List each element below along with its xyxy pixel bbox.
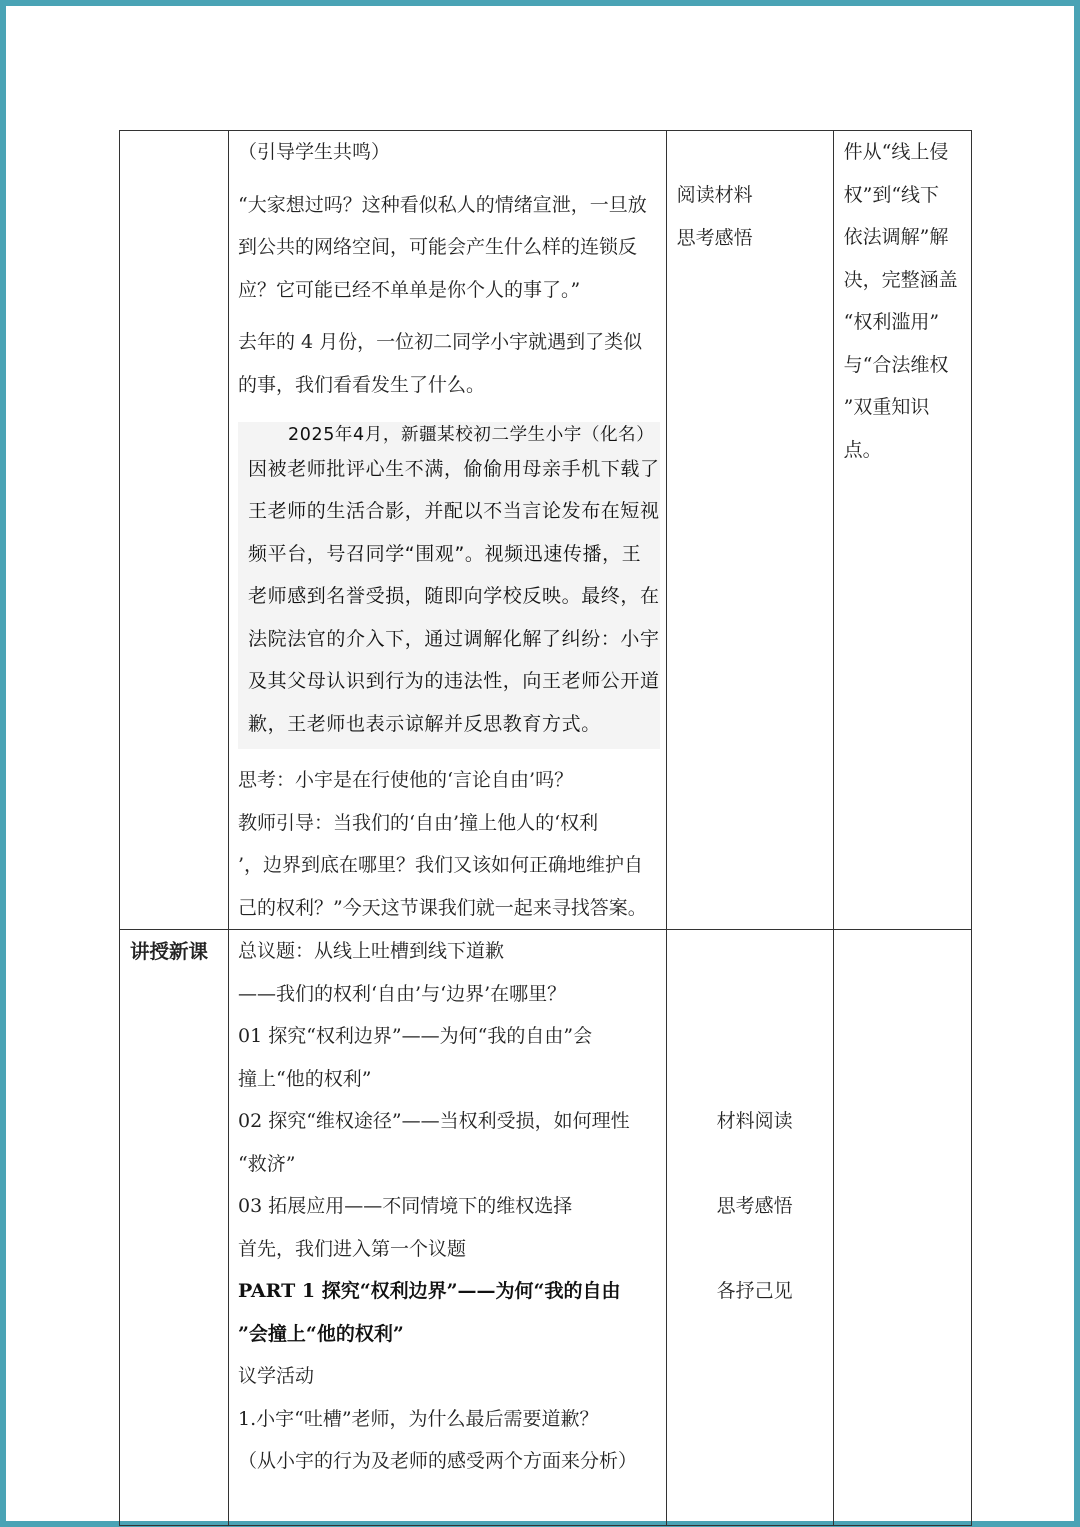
content-line: 撞上“他的权利” [238,1067,372,1090]
student-activity-cell [666,930,833,1526]
content-line: 去年的 4 月份，一位初二同学小宇就遇到了类似 [238,331,643,353]
case-line: 因被老师批评心生不满，偷偷用母亲手机下载了 [248,457,660,480]
teaching-content-cell [229,131,667,930]
stage-cell-empty [120,131,229,930]
part-heading-line: ”会撞上“他的权利” [238,1322,404,1345]
table-row-intro [120,131,972,930]
case-line: 老师感到名誉受损，随即向学校反映。最终，在 [248,585,660,608]
intent-line: ”双重知识 [843,396,930,418]
stage-cell [120,930,229,1526]
intent-line: 点。 [843,438,882,461]
stage-label: 讲授新课 [130,940,209,964]
intent-line: 决，完整涵盖 [843,268,958,291]
stage-label [120,131,228,137]
content-line: 01 探究“权利边界”——为何“我的自由”会 [238,1025,593,1048]
case-line: 及其父母认识到行为的违法性，向王老师公开道 [248,670,660,693]
content-line: 总议题：从线上吐槽到线下道歉 [238,940,505,963]
content-line: 03 拓展应用——不同情境下的维权选择 [238,1195,573,1218]
intent-line: 权”到“线下 [843,183,940,206]
content-line: （引导学生共鸣） [238,141,391,163]
case-line: 王老师的生活合影，并配以不当言论发布在短视 [248,500,660,523]
content-line: 教师引导：当我们的‘自由’撞上他人的‘权利 [238,811,599,834]
content-line: 到公共的网络空间，可能会产生什么样的连锁反 [238,236,638,258]
case-line: 法院法官的介入下，通过调解化解了纠纷：小宇 [248,627,660,650]
content-line: 的事，我们看看发生了什么。 [238,373,486,396]
case-material-box [238,422,660,749]
case-line: 歉，王老师也表示谅解并反思教育方式。 [248,712,601,735]
content-line: ——我们的权利‘自由’与‘边界’在哪里？ [238,982,567,1005]
lesson-plan-table [119,130,972,1526]
activity-line: 材料阅读 [716,1110,793,1133]
part-heading-line: PART 1 探究“权利边界”——为何“我的自由 [238,1280,621,1303]
content-line: （从小宇的行为及老师的感受两个方面来分析） [238,1450,638,1473]
activity-line: 思考感悟 [676,226,753,249]
intent-line: 件从“线上侵 [843,141,949,163]
content-line: 02 探究“维权途径”——当权利受损，如何理性 [238,1110,630,1133]
content-line: 思考：小宇是在行使他的‘言论自由’吗？ [238,769,574,792]
student-activity-cell [666,131,833,930]
intent-line: “权利滥用” [843,311,940,333]
content-line: 己的权利？”今天这节课我们就一起来寻找答案。 [238,896,647,919]
activity-line: 各抒己见 [716,1280,793,1303]
design-intent-cell [833,930,971,1526]
content-line: ’，边界到底在哪里？我们又该如何正确地维护自 [238,854,644,877]
case-line: 频平台，号召同学“围观”。视频迅速传播，王 [248,542,642,565]
content-line: 首先，我们进入第一个议题 [238,1237,467,1260]
table-row-new-lesson [120,930,972,1526]
activity-line: 阅读材料 [676,184,753,206]
content-line: 应？它可能已经不单单是你个人的事了。” [238,278,581,301]
case-line: 2025年4月，新疆某校初二学生小宇（化名） [288,425,655,445]
content-line: “大家想过吗？这种看似私人的情绪宣泄，一旦放 [238,193,647,216]
content-line: “救济” [238,1152,296,1175]
intent-line: 与“合法维权 [843,353,949,376]
teaching-content-cell [229,930,667,1526]
content-line: 议学活动 [238,1365,315,1388]
content-line: 1.小宇“吐槽”老师，为什么最后需要道歉？ [238,1407,599,1430]
activity-line: 思考感悟 [716,1195,793,1218]
intent-line: 依法调解”解 [843,226,949,248]
design-intent-cell [833,131,971,930]
